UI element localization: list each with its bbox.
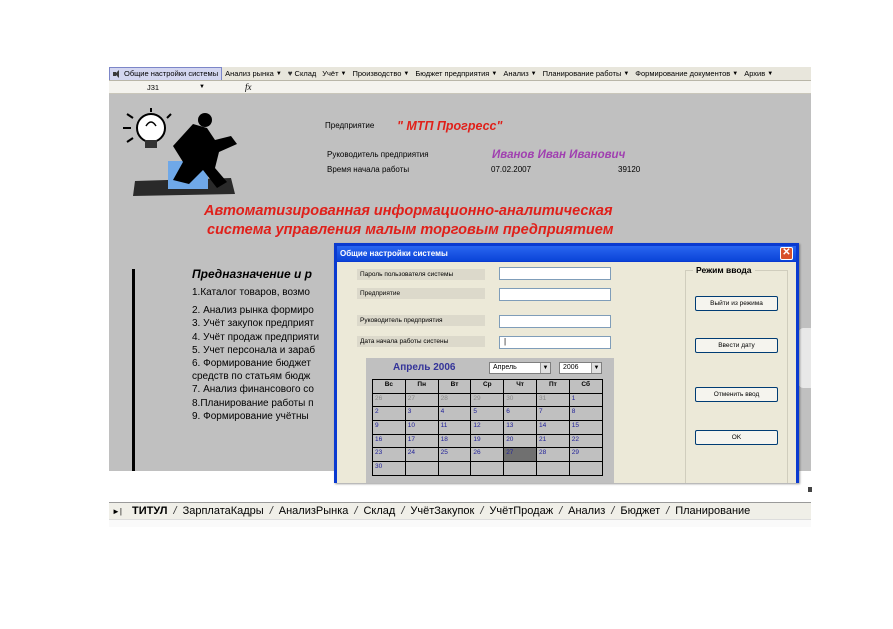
calendar-day[interactable] <box>438 462 471 476</box>
calendar-day[interactable]: 29 <box>471 393 504 407</box>
chevron-down-icon: ▼ <box>491 70 498 77</box>
sheet-tab[interactable]: Анализ <box>568 505 606 517</box>
menu-item-label: Производство <box>352 69 402 78</box>
calendar-day[interactable]: 5 <box>471 407 504 421</box>
calendar-day[interactable]: 12 <box>471 421 504 435</box>
chevron-down-icon: ▼ <box>732 70 739 77</box>
chevron-down-icon: ▼ <box>403 70 410 77</box>
tab-separator: / <box>269 505 273 517</box>
calendar-day[interactable]: 21 <box>536 434 569 448</box>
sheet-tab[interactable]: Склад <box>363 505 396 517</box>
menu-item[interactable] <box>349 67 412 81</box>
director-value: Иванов Иван Иванович <box>492 149 626 161</box>
chevron-down-icon: ▼ <box>340 70 347 77</box>
calendar-day[interactable]: 14 <box>536 421 569 435</box>
calendar-day[interactable]: 22 <box>569 434 602 448</box>
calendar-day[interactable]: 28 <box>438 393 471 407</box>
purpose-list-item: 8.Планирование работы п <box>192 397 314 409</box>
calendar-day[interactable] <box>405 462 438 476</box>
menu-item[interactable] <box>741 67 776 81</box>
weekday-header: Сб <box>569 380 602 394</box>
weekday-header: Пт <box>536 380 569 394</box>
chevron-down-icon: ▼ <box>530 70 537 77</box>
calendar-day[interactable]: 13 <box>504 421 537 435</box>
menu-item-label: Бюджет предприятия <box>415 69 490 78</box>
calendar-day[interactable]: 27 <box>504 448 537 462</box>
calendar-day[interactable]: 28 <box>536 448 569 462</box>
start-time-label: Время начала работы <box>327 165 410 174</box>
calendar-day[interactable]: 8 <box>569 407 602 421</box>
director-field-label: Руководитель предприятия <box>357 315 485 326</box>
calendar-header <box>366 358 614 376</box>
calendar-day[interactable] <box>471 462 504 476</box>
calendar-day[interactable]: 29 <box>569 448 602 462</box>
calendar-day[interactable]: 18 <box>438 434 471 448</box>
menu-item-label: Анализ <box>503 69 529 78</box>
calendar-day[interactable]: 15 <box>569 421 602 435</box>
calendar-day[interactable]: 20 <box>504 434 537 448</box>
company-label: Предприятие <box>325 121 375 130</box>
calendar-day[interactable] <box>569 462 602 476</box>
calendar-day[interactable]: 25 <box>438 448 471 462</box>
start-number-value: 39120 <box>618 165 641 174</box>
calendar-day[interactable] <box>504 462 537 476</box>
tab-separator: / <box>559 505 563 517</box>
calendar-week-row <box>373 393 603 407</box>
chevron-down-icon[interactable]: ▼ <box>540 363 550 373</box>
chevron-down-icon: ▼ <box>767 70 774 77</box>
tab-separator: / <box>666 505 670 517</box>
calendar-day[interactable]: 1 <box>569 393 602 407</box>
calendar-day[interactable]: 3 <box>405 407 438 421</box>
year-select[interactable] <box>559 362 602 374</box>
sheet-tab[interactable]: ЗарплатаКадры <box>182 505 264 517</box>
formula-bar <box>109 81 811 94</box>
tab-separator: / <box>354 505 358 517</box>
calendar-title: Апрель 2006 <box>393 362 456 373</box>
purpose-list-item: 4. Учёт продаж предприяти <box>192 331 320 343</box>
calendar-week-row <box>373 448 603 462</box>
sheet-tab[interactable]: АнализРынка <box>278 505 349 517</box>
calendar-day[interactable]: 11 <box>438 421 471 435</box>
calendar-day[interactable]: 7 <box>536 407 569 421</box>
vertical-divider <box>132 269 135 471</box>
tab-separator: / <box>401 505 405 517</box>
exit-mode-button[interactable]: Выйти из режима <box>695 296 778 311</box>
menu-item-label: Планирование работы <box>542 69 622 78</box>
heart-icon: ♥ <box>287 69 293 78</box>
chevron-down-icon: ▼ <box>623 70 630 77</box>
tab-separator: / <box>173 505 177 517</box>
weekday-header: Вт <box>438 380 471 394</box>
purpose-list-item: 9. Формирование учётны <box>192 410 309 422</box>
cancel-input-button[interactable]: Отменить ввод <box>695 387 778 402</box>
purpose-list-item: 7. Анализ финансового со <box>192 384 314 396</box>
sheet-tab[interactable]: Бюджет <box>620 505 661 517</box>
month-select[interactable] <box>489 362 551 374</box>
tab-scroll-icon[interactable]: ►| <box>112 506 122 516</box>
purpose-list-item: 5. Учет персонала и зараб <box>192 344 316 356</box>
calendar-day[interactable]: 27 <box>405 393 438 407</box>
sheet-tab[interactable]: ТИТУЛ <box>132 505 168 517</box>
weekday-header: Пн <box>405 380 438 394</box>
menu-item-label: Формирование документов <box>635 69 731 78</box>
menu-bar <box>109 67 811 81</box>
calendar-day[interactable] <box>536 462 569 476</box>
system-title <box>204 202 614 240</box>
sheet-tab[interactable]: УчётПродаж <box>489 505 554 517</box>
ok-button[interactable]: OK <box>695 430 778 445</box>
weekday-header: Чт <box>504 380 537 394</box>
director-input[interactable] <box>499 315 611 328</box>
calendar-day[interactable]: 23 <box>373 448 406 462</box>
calendar-day[interactable]: 19 <box>471 434 504 448</box>
name-box[interactable] <box>147 82 207 92</box>
system-title-line-1: Автоматизированная информационно-аналитическая <box>204 203 613 219</box>
settings-dialog <box>334 243 799 483</box>
split-handle[interactable] <box>808 487 812 492</box>
purpose-heading: Предназначение и р <box>192 267 312 281</box>
tab-separator: / <box>611 505 615 517</box>
calendar-day[interactable]: 30 <box>504 393 537 407</box>
calendar-day[interactable]: 26 <box>373 393 406 407</box>
calendar-week-row <box>373 421 603 435</box>
chevron-down-icon[interactable]: ▼ <box>591 363 601 373</box>
password-input[interactable] <box>499 267 611 280</box>
calendar <box>366 358 614 483</box>
calendar-week-row <box>373 407 603 421</box>
start-date-input[interactable]: | <box>499 336 611 349</box>
director-label: Руководитель предприятия <box>327 150 429 159</box>
calendar-day[interactable]: 4 <box>438 407 471 421</box>
weekday-header: Ср <box>471 380 504 394</box>
calendar-week-row <box>373 462 603 476</box>
menu-item[interactable] <box>109 67 222 81</box>
enter-date-button[interactable]: Ввести дату <box>695 338 778 353</box>
password-label: Пароль пользователя системы <box>357 269 485 280</box>
purpose-list-item: 2. Анализ рынка формиро <box>192 305 314 317</box>
scroll-handle[interactable] <box>797 328 811 388</box>
calendar-day[interactable]: 16 <box>373 434 406 448</box>
weekday-header: Вс <box>373 380 406 394</box>
menu-item-label: Склад <box>294 69 317 78</box>
purpose-list-item: 1.Каталог товаров, возмо <box>192 287 310 298</box>
start-date-field-label: Дата начала работы систены <box>357 336 485 347</box>
menu-item[interactable] <box>285 67 319 81</box>
purpose-list-item: 6. Формирование бюджет <box>192 358 311 370</box>
dialog-titlebar[interactable] <box>337 246 796 261</box>
menu-item-label: Учёт <box>322 69 339 78</box>
month-select-value: Апрель <box>493 364 517 371</box>
calendar-day[interactable]: 17 <box>405 434 438 448</box>
mode-title: Режим ввода <box>693 265 755 275</box>
calendar-day[interactable]: 26 <box>471 448 504 462</box>
menu-item[interactable] <box>632 67 741 81</box>
menu-item-label: Архив <box>744 69 766 78</box>
menu-item-label: Анализ рынка <box>225 69 274 78</box>
menu-item[interactable] <box>500 67 539 81</box>
calendar-day[interactable]: 24 <box>405 448 438 462</box>
start-date-value: 07.02.2007 <box>491 165 532 174</box>
chevron-down-icon: ▼ <box>275 70 282 77</box>
calendar-day[interactable]: 6 <box>504 407 537 421</box>
menu-item[interactable] <box>412 67 500 81</box>
menu-item-label: Общие настройки системы <box>124 69 219 78</box>
lightbulb-businessman-icon <box>113 106 258 196</box>
company-value: " МТП Прогресс" <box>397 119 503 133</box>
company-input[interactable] <box>499 288 611 301</box>
speaker-icon <box>113 70 122 78</box>
dialog-body <box>337 262 796 483</box>
cell-reference: J31 <box>147 82 160 92</box>
close-icon[interactable]: ✕ <box>780 247 793 260</box>
company-field-label: Предприятие <box>357 288 485 299</box>
calendar-day[interactable]: 9 <box>373 421 406 435</box>
purpose-list <box>192 286 319 423</box>
sheet-tab[interactable]: УчётЗакупок <box>410 505 475 517</box>
status-strip <box>109 519 811 527</box>
calendar-grid <box>372 379 603 476</box>
weekday-row <box>373 380 603 394</box>
chevron-down-icon[interactable]: ▼ <box>199 84 205 90</box>
calendar-day[interactable]: 2 <box>373 407 406 421</box>
calendar-week-row <box>373 434 603 448</box>
sheet-tab-bar <box>109 502 811 519</box>
calendar-day[interactable]: 30 <box>373 462 406 476</box>
function-icon[interactable]: fx <box>245 82 252 92</box>
year-select-value: 2006 <box>563 364 579 371</box>
calendar-day[interactable]: 31 <box>536 393 569 407</box>
tab-separator: / <box>480 505 484 517</box>
dialog-title: Общие настройки системы <box>340 249 448 258</box>
calendar-day[interactable]: 10 <box>405 421 438 435</box>
purpose-list-item: средств по статьям бюдж <box>192 371 311 383</box>
menu-item[interactable] <box>540 67 633 81</box>
purpose-list-item: 3. Учёт закупок предприят <box>192 318 315 330</box>
menu-item[interactable] <box>222 67 285 81</box>
system-title-line-2: система управления малым торговым предприятием <box>207 222 614 238</box>
menu-item[interactable] <box>319 67 349 81</box>
sheet-tab[interactable]: Планирование <box>675 505 751 517</box>
